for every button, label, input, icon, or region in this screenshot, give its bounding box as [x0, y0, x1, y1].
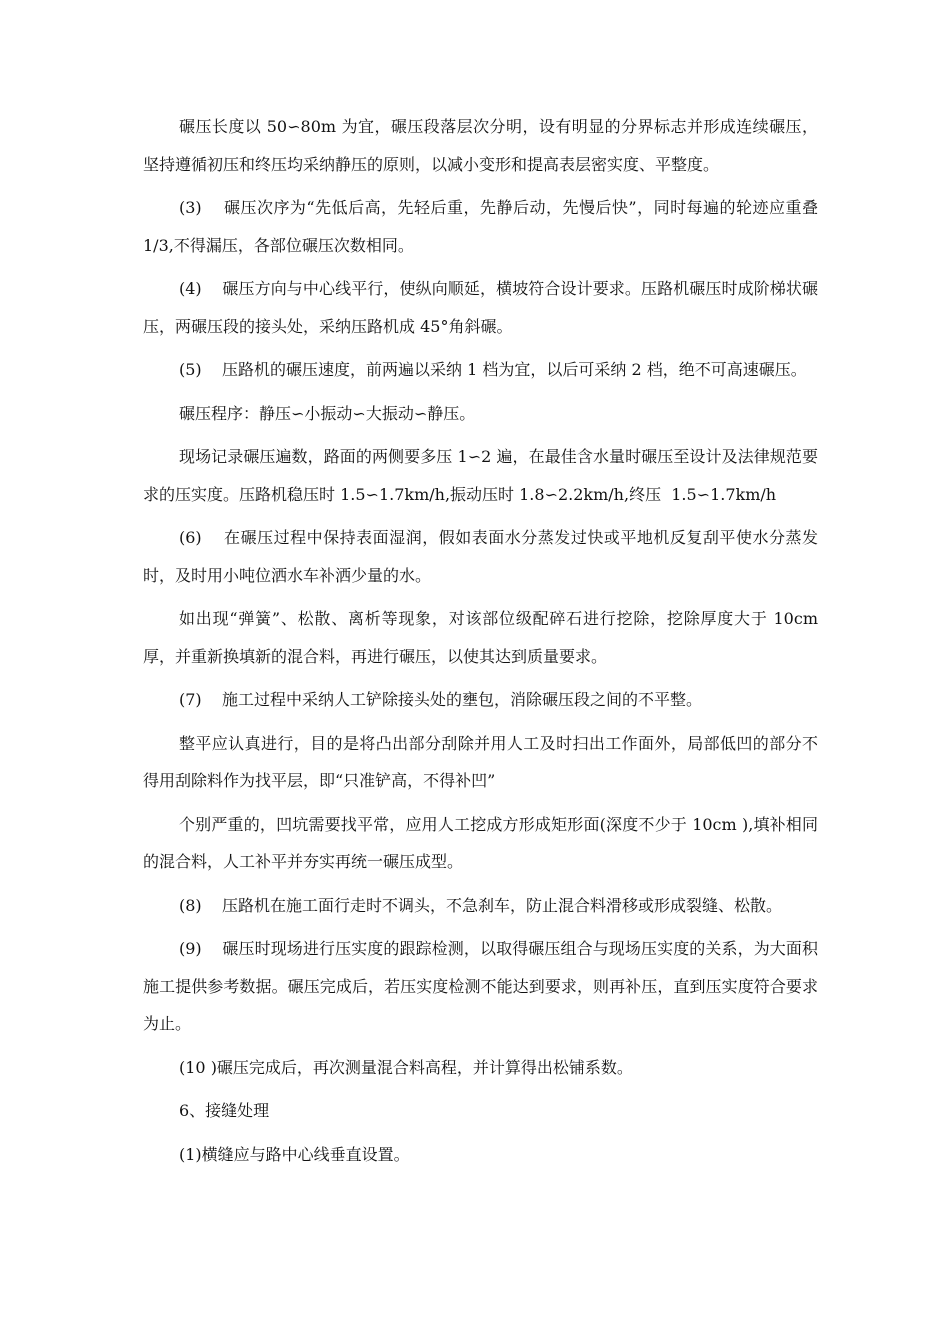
paragraph-defect-repair: 如出现“弹簧”、松散、离析等现象，对该部位级配碎石进行挖除，挖除厚度大于 10cm 厚，并重新换填新的混合料，再进行碾压，以使其达到质量要求。: [143, 609, 824, 666]
paragraph-roller-operation: (8) 压路机在施工面行走时不调头，不急刹车，防止混合料滑移或形成裂缝、松散。: [179, 895, 783, 915]
paragraph-keep-moist: (6) 在碾压过程中保持表面湿润，假如表面水分蒸发过快或平地机反复刮平使水分蒸发时，及时用小吨位洒水车补洒少量的水。: [143, 528, 818, 585]
section-heading-joint-treatment: 6、接缝处理: [179, 1101, 270, 1120]
paragraph-elevation-measure: (10 )碾压完成后，再次测量混合料高程，并计算得出松铺系数。: [179, 1057, 633, 1077]
paragraph-rolling-procedure: 碾压程序：静压∽小振动∽大振动∽静压。: [179, 403, 476, 423]
paragraph-compaction-testing: (9) 碾压时现场进行压实度的跟踪检测，以取得碾压组合与现场压实度的关系，为大面积施工提供参考数据。碾压完成后，若压实度检测不能达到要求，则再补压，直到压实度符合要求为止。: [143, 939, 818, 1033]
document-body: [143, 108, 824, 1179]
paragraph-rolling-order: (3) 碾压次序为“先低后高，先轻后重，先静后动，先慢后快”，同时每遍的轮迹应重叠 1/3,不得漏压，各部位碾压次数相同。: [143, 198, 824, 255]
paragraph-rolling-direction: (4) 碾压方向与中心线平行，使纵向顺延，横坡符合设计要求。压路机碾压时成阶梯状碾压，两碾压段的接头处，采纳压路机成 45°角斜碾。: [143, 279, 818, 336]
paragraph-rolling-record: 现场记录碾压遍数，路面的两侧要多压 1∽2 遍，在最佳含水量时碾压至设计及法律规范要求的压实度。压路机稳压时 1.5∽1.7km/h,振动压时 1.8∽2.2km/h,终压 1.5∽1.7km/h: [143, 447, 818, 504]
paragraph-rolling-length: 碾压长度以 50∽80m 为宜，碾压段落层次分明，设有明显的分界标志并形成连续碾压，坚持遵循初压和终压均采纳静压的原则，以减小变形和提高表层密实度、平整度。: [143, 117, 818, 174]
paragraph-transverse-joint: (1)横缝应与路中心线垂直设置。: [179, 1144, 410, 1164]
paragraph-pit-repair: 个别严重的，凹坑需要找平常，应用人工挖成方形成矩形面(深度不少于 10cm ),填补相同的混合料，人工补平并夯实再统一碾压成型。: [143, 814, 818, 871]
paragraph-rolling-speed: (5) 压路机的碾压速度，前两遍以采纳 1 档为宜，以后可采纳 2 档，绝不可高速碾压。: [179, 360, 807, 379]
paragraph-joint-bulge: (7) 施工过程中采纳人工铲除接头处的壅包，消除碾压段之间的不平整。: [179, 690, 703, 709]
paragraph-leveling: 整平应认真进行，目的是将凸出部分刮除并用人工及时扫出工作面外，局部低凹的部分不得用刮除料作为找平层，即“只准铲高，不得补凹”: [143, 733, 818, 790]
